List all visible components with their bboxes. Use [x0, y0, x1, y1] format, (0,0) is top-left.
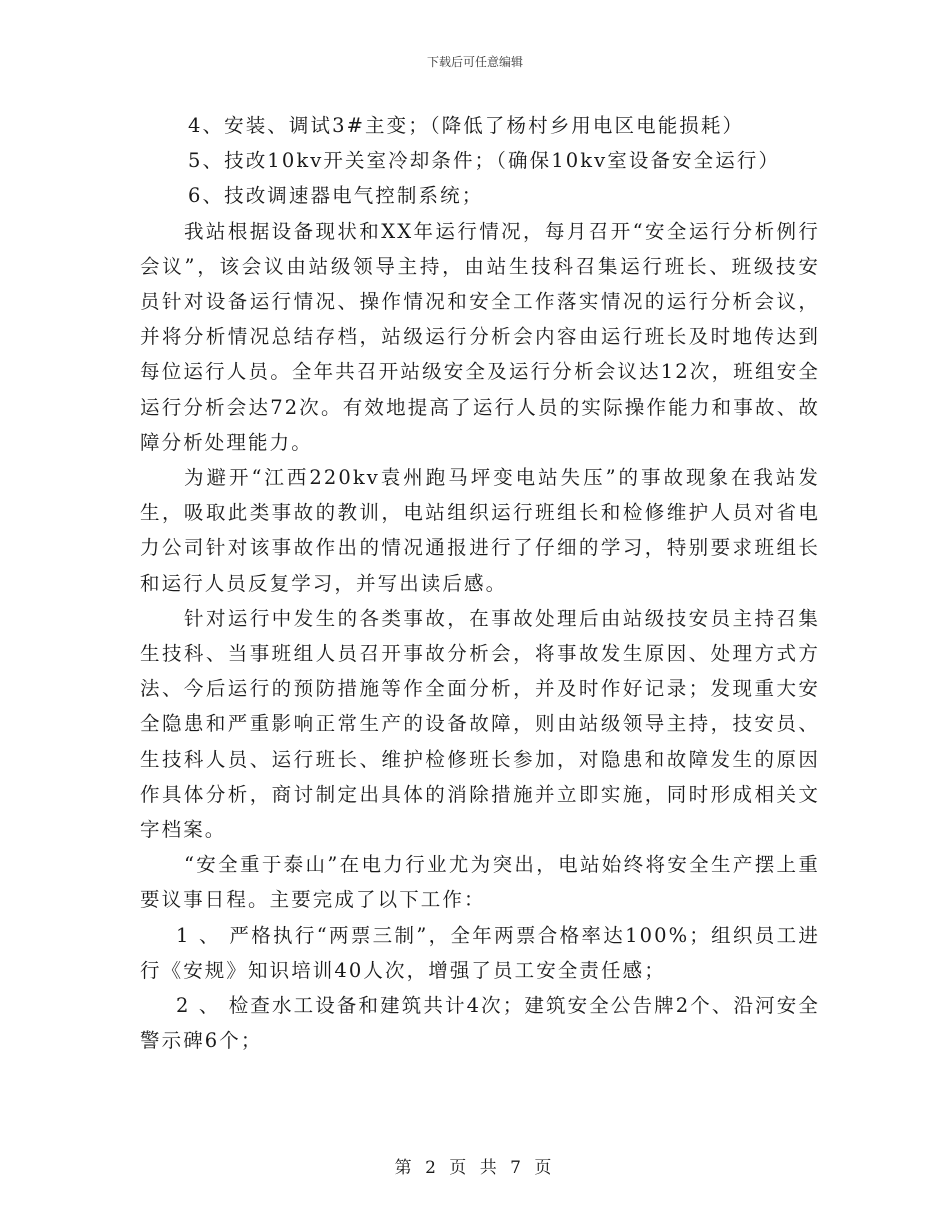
list-item-6: 6、技改调速器电气控制系统；	[188, 184, 484, 208]
paragraph-safety-first: “安全重于泰山”在电力行业尤为突出，电站始终将安全生产摆上重要议事日程。主要完成了以下工作：	[140, 853, 820, 912]
paragraph-work-item-1: 1 、 严格执行“两票三制”，全年两票合格率达100%；组织员工进行《安规》知识培训40人次，增强了员工安全责任感；	[140, 923, 820, 982]
page-header: 下载后可任意编辑	[426, 55, 523, 69]
list-item-4: 4、安装、调试3#主变；（降低了杨村乡用电区电能损耗）	[188, 114, 745, 137]
list-item-5: 5、技改10kv开关室冷却条件；（确保10kv室设备安全运行）	[188, 149, 781, 173]
paragraph-accident-analysis: 针对运行中发生的各类事故，在事故处理后由站级技安员主持召集生技科、当事班组人员召开事故分析会，将事故发生原因、处理方式方法、今后运行的预防措施等作全面分析，并及时作好记录；发现重大安全隐患和严重影响正常生产的设备故障，则由站级领导主持，技安员、生技科人员、运行班长、维护检修班长参加，对隐患和故障发生的原因作具体分析，商讨制定出具体的消除措施并立即实施，同时形成相关文字档案。	[140, 606, 820, 842]
document-body	[140, 108, 820, 1058]
paragraph-work-item-2: 2 、 检查水工设备和建筑共计4次；建筑安全公告牌2个、沿河安全警示碑6个；	[140, 994, 820, 1053]
paragraph-analysis-meeting: 我站根据设备现状和XX年运行情况，每月召开“安全运行分析例行会议”，该会议由站级领导主持，由站生技科召集运行班长、班级技安员针对设备运行情况、操作情况和安全工作落实情况的运行分析会议，并将分析情况总结存档，站级运行分析会内容由运行班长及时地传达到每位运行人员。全年共召开站级安全及运行分析会议达12次，班组安全运行分析会达72次。有效地提高了运行人员的实际操作能力和事故、故障分析处理能力。	[140, 219, 820, 454]
paragraph-incident-study: 为避开“江西220kv袁州跑马坪变电站失压”的事故现象在我站发生，吸取此类事故的教训，电站组织运行班组长和检修维护人员对省电力公司针对该事故作出的情况通报进行了仔细的学习，特别要求班组长和运行人员反复学习，并写出读后感。	[140, 466, 820, 595]
page-number: 第 2 页 共 7 页	[394, 1158, 556, 1178]
